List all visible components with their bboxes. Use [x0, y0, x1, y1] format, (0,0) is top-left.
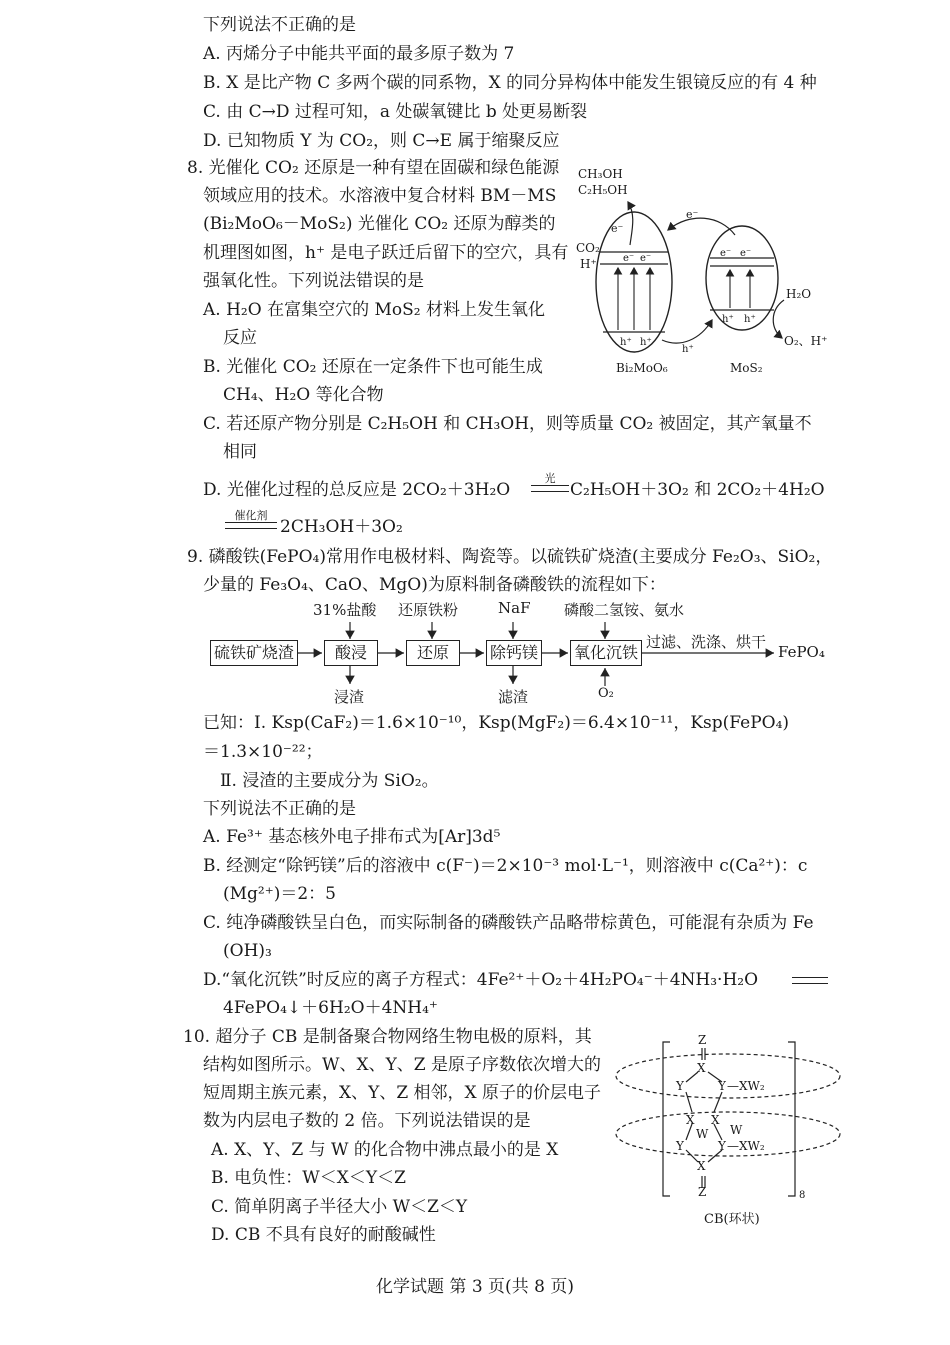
flow-arrows: [200, 600, 820, 710]
q8-option-d-tail: C₂H₅OH＋3O₂ 和 2CO₂＋4H₂O: [570, 480, 825, 500]
diagram-o2-hplus: O₂、H⁺: [784, 334, 828, 348]
q10-line-3: 短周期主族元素，X、Y、Z 相邻，X 原子的价层电子: [203, 1083, 602, 1103]
q8-d-equals-2: [225, 522, 277, 529]
q7-stem: 下列说法不正确的是: [203, 15, 356, 35]
q7-option-a: A. 丙烯分子中能共平面的最多原子数为 7: [203, 44, 515, 64]
svg-text:e⁻: e⁻: [640, 253, 652, 264]
q10-caption: CB(环状): [704, 1212, 760, 1227]
q8-option-d-line2: 2CH₃OH＋3O₂: [280, 517, 403, 537]
q9-option-d-cont: 4FePO₄↓＋6H₂O＋4NH₄⁺: [223, 998, 438, 1018]
q8-mechanism-diagram: [570, 160, 840, 382]
hole-transfer-arrow: [662, 320, 712, 343]
svg-text:X: X: [711, 1113, 720, 1127]
page-footer: 化学试题 第 3 页(共 8 页): [376, 1277, 574, 1297]
svg-text:e⁻: e⁻: [623, 253, 635, 264]
q9-line-2: 少量的 Fe₃O₄、CaO、MgO)为原料制备磷酸铁的流程如下：: [203, 575, 666, 595]
diagram-co2: CO₂: [576, 241, 600, 255]
q8-line-5: 强氧化性。下列说法错误的是: [203, 271, 424, 291]
q9-d-equals: [792, 977, 828, 984]
svg-text:h⁺: h⁺: [620, 337, 632, 348]
svg-text:W: W: [730, 1123, 743, 1137]
svg-text:X: X: [697, 1061, 706, 1075]
svg-text:W: W: [696, 1127, 709, 1141]
diagram-label-bi2moo6: Bi₂MoO₆: [616, 361, 668, 375]
q7-option-d: D. 已知物质 Y 为 CO₂，则 C→E 属于缩聚反应: [203, 131, 560, 151]
flow-input-hcl: 31%盐酸: [313, 601, 377, 619]
diagram-hole-transfer: h⁺: [682, 344, 694, 355]
q8-line-4: 机理图如图，h⁺ 是电子跃迁后留下的空穴，具有: [203, 243, 569, 263]
q8-option-c: C. 若还原产物分别是 C₂H₅OH 和 CH₃OH，则等质量 CO₂ 被固定，其产氧量不: [203, 414, 812, 434]
q10-cb-structure: [608, 1030, 848, 1230]
q8-line-2: 领域应用的技术。水溶液中复合材料 BM－MS: [203, 186, 557, 206]
q9-option-a: A. Fe³⁺ 基态核外电子排布式为[Ar]3d⁵: [203, 827, 501, 847]
q7-option-b: B. X 是比产物 C 多两个碳的同系物，X 的同分异构体中能发生银镜反应的有 4 种: [203, 73, 817, 93]
flow-input-phosphate: 磷酸二氢铵、氨水: [564, 601, 685, 619]
q8-d-equals-1: [531, 485, 569, 492]
flow-box-reduce: 还原: [406, 640, 460, 666]
flow-product: FePO₄: [778, 643, 825, 661]
flow-box-oxidize: 氧化沉铁: [570, 640, 642, 666]
flow-output-filter-residue: 滤渣: [498, 688, 529, 706]
flow-box-remove-ca-mg: 除钙镁: [486, 640, 542, 666]
flow-input-naf: NaF: [498, 599, 531, 617]
svg-text:Y: Y: [718, 1139, 726, 1153]
diagram-product-methanol: CH₃OH: [578, 167, 623, 181]
svg-text:Y: Y: [676, 1079, 684, 1093]
q9-option-b-cont: (Mg²⁺)＝2：5: [223, 884, 336, 904]
q10-option-c: C. 简单阴离子半径大小 W＜Z＜Y: [211, 1197, 468, 1217]
q10-group-xw2-top: —XW₂: [727, 1079, 765, 1093]
flow-box-leach: 酸浸: [324, 640, 378, 666]
q8-option-b: B. 光催化 CO₂ 还原在一定条件下也可能生成: [203, 357, 543, 377]
q9-option-c: C. 纯净磷酸铁呈白色，而实际制备的磷酸铁产品略带棕黄色，可能混有杂质为 Fe: [203, 913, 814, 933]
q8-option-a: A. H₂O 在富集空穴的 MoS₂ 材料上发生氧化: [203, 300, 545, 320]
arrow-to-products: [628, 202, 633, 245]
q9-option-c-cont: (OH)₃: [223, 941, 272, 961]
flow-output-residue: 浸渣: [334, 688, 365, 706]
flow-step-filter: 过滤、洗涤、烘干: [646, 633, 767, 651]
flow-input-o2: O₂: [598, 686, 614, 701]
q8-d-condition-light: 光: [544, 472, 556, 485]
svg-text:Y: Y: [676, 1139, 684, 1153]
q8-line-1: 8. 光催化 CO₂ 还原是一种有望在固碳和绿色能源: [187, 158, 560, 178]
q8-option-b-cont: CH₄、H₂O 等化合物: [223, 385, 384, 405]
svg-text:h⁺: h⁺: [640, 337, 652, 348]
q7-option-c: C. 由 C→D 过程可知，a 处碳氧键比 b 处更易断裂: [203, 102, 588, 122]
q9-option-d: D.“氧化沉铁”时反应的离子方程式：4Fe²⁺＋O₂＋4H₂PO₄⁻＋4NH₃·H₂O: [203, 970, 759, 990]
q9-ksp-line-2: ＝1.3×10⁻²²；: [203, 742, 323, 762]
svg-text:h⁺: h⁺: [744, 314, 756, 325]
mos2-particle: [706, 226, 778, 330]
svg-text:Z: Z: [698, 1185, 707, 1199]
svg-text:Z: Z: [698, 1033, 707, 1047]
svg-text:h⁺: h⁺: [722, 314, 734, 325]
q10-option-d: D. CB 不具有良好的耐酸碱性: [211, 1225, 436, 1245]
svg-text:e⁻: e⁻: [740, 248, 752, 259]
q10-repeat-subscript: 8: [799, 1190, 806, 1201]
q8-option-a-cont: 反应: [223, 328, 257, 348]
svg-text:e⁻: e⁻: [720, 248, 732, 259]
q10-group-xw2-bottom: —XW₂: [727, 1139, 765, 1153]
svg-text:X: X: [697, 1159, 706, 1173]
q10-line-2: 结构如图所示。W、X、Y、Z 是原子序数依次增大的: [203, 1055, 602, 1075]
svg-text:X: X: [686, 1113, 695, 1127]
q9-ksp-line-1: 已知：Ⅰ. Ksp(CaF₂)＝1.6×10⁻¹⁰，Ksp(MgF₂)＝6.4×10⁻¹¹，Ksp(FePO₄): [203, 713, 790, 733]
diagram-product-ethanol: C₂H₅OH: [578, 183, 628, 197]
q8-d-condition-catalyst: 催化剂: [234, 509, 268, 522]
flow-input-iron: 还原铁粉: [398, 601, 459, 619]
q8-option-c-cont: 相同: [223, 442, 257, 462]
q9-option-b: B. 经测定“除钙镁”后的溶液中 c(F⁻)＝2×10⁻³ mol·L⁻¹，则溶液中 c(Ca²⁺)：c: [203, 856, 808, 876]
q8-option-d: D. 光催化过程的总反应是 2CO₂＋3H₂O: [203, 480, 511, 500]
q10-line-1: 10. 超分子 CB 是制备聚合物网络生物电极的原料，其: [183, 1027, 592, 1047]
q8-line-3: (Bi₂MoO₆－MoS₂) 光催化 CO₂ 还原为醇类的: [203, 214, 556, 234]
diagram-e-transfer: e⁻: [686, 208, 699, 221]
diagram-h2o: H₂O: [786, 287, 812, 301]
diagram-e-left: e⁻: [611, 222, 624, 235]
svg-text:Y: Y: [718, 1079, 726, 1093]
q9-known-2: Ⅱ. 浸渣的主要成分为 SiO₂。: [220, 771, 439, 791]
q9-stem: 下列说法不正确的是: [203, 799, 356, 819]
diagram-hplus-in: H⁺: [580, 257, 597, 271]
flow-box-raw: 硫铁矿烧渣: [210, 640, 298, 666]
q10-line-4: 数为内层电子数的 2 倍。下列说法错误的是: [203, 1111, 531, 1131]
q9-line-1: 9. 磷酸铁(FePO₄)常用作电极材料、陶瓷等。以硫铁矿烧渣(主要成分 Fe₂O₃、SiO₂，: [187, 547, 833, 567]
q10-option-a: A. X、Y、Z 与 W 的化合物中沸点最小的是 X: [211, 1140, 559, 1160]
q10-option-b: B. 电负性：W＜X＜Y＜Z: [211, 1168, 406, 1188]
diagram-label-mos2: MoS₂: [730, 361, 763, 375]
